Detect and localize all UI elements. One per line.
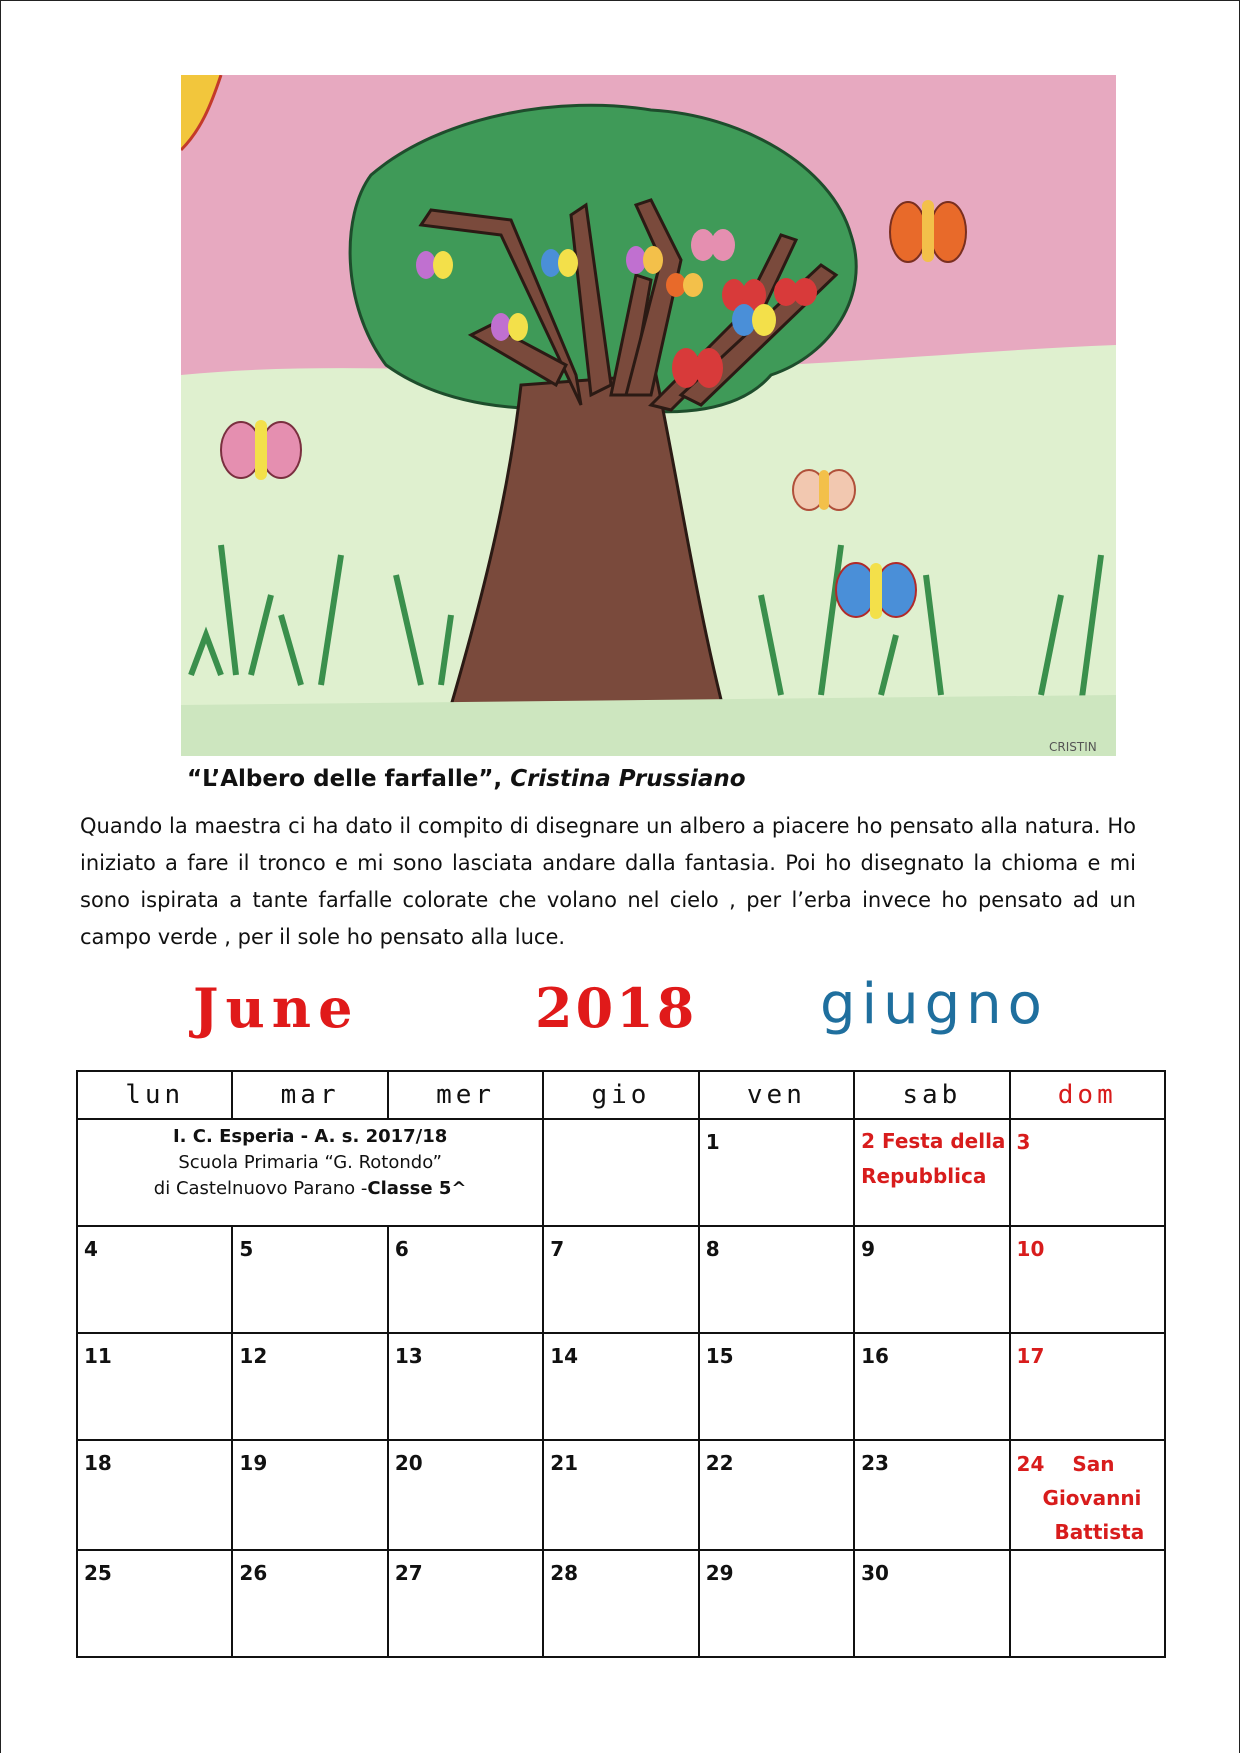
- day-number: 24: [1016, 1452, 1045, 1476]
- day-cell: [388, 1333, 543, 1440]
- day-number: 11: [84, 1344, 112, 1368]
- day-number: 18: [84, 1451, 112, 1475]
- day-cell: [232, 1333, 387, 1440]
- weekday-thu: gio: [543, 1071, 698, 1119]
- calendar-week-2: [77, 1226, 1165, 1333]
- day-cell: [699, 1550, 854, 1657]
- day-cell-sunday: [1010, 1333, 1165, 1440]
- day-cell: [699, 1226, 854, 1333]
- children-drawing-tree-with-butterflies: [181, 75, 1116, 756]
- weekday-mon: lun: [77, 1071, 232, 1119]
- day-cell: [232, 1226, 387, 1333]
- day-cell: [854, 1226, 1009, 1333]
- day-cell-empty: [1010, 1550, 1165, 1657]
- day-cell-sunday: [1010, 1226, 1165, 1333]
- weekday-header-row: [77, 1071, 1165, 1119]
- day-number: 14: [550, 1344, 579, 1368]
- calendar-week-1: [77, 1119, 1165, 1226]
- day-cell: [699, 1333, 854, 1440]
- school-institute: I. C. Esperia - A. s. 2017/18: [172, 1126, 448, 1147]
- day-number: 28: [550, 1561, 579, 1585]
- day-cell: [77, 1440, 232, 1550]
- day-cell: [543, 1440, 698, 1550]
- day-number: 23: [861, 1451, 889, 1475]
- day-number: 26: [239, 1561, 268, 1585]
- holiday-line-2: Giovanni: [1042, 1486, 1142, 1510]
- school-name: Scuola Primaria “G. Rotondo”: [178, 1152, 442, 1173]
- school-info-cell: [77, 1119, 543, 1226]
- calendar-week-3: [77, 1333, 1165, 1440]
- month-english: June: [193, 976, 360, 1040]
- day-number: 8: [705, 1237, 720, 1261]
- day-number: 3: [1016, 1130, 1031, 1154]
- day-number: 10: [1016, 1237, 1045, 1261]
- day-number: 13: [394, 1344, 423, 1368]
- month-italian: giugno: [820, 972, 1048, 1037]
- day-cell: [388, 1550, 543, 1657]
- day-number: 30: [861, 1561, 889, 1585]
- day-number: 1: [705, 1130, 720, 1154]
- day-cell: [699, 1119, 854, 1226]
- day-cell-holiday: [854, 1119, 1009, 1226]
- day-number: 21: [550, 1451, 579, 1475]
- day-number: 16: [861, 1344, 889, 1368]
- day-cell: [543, 1333, 698, 1440]
- calendar-grid: [76, 1070, 1166, 1658]
- weekday-sat: sab: [854, 1071, 1009, 1119]
- day-cell: [232, 1550, 387, 1657]
- day-cell: [77, 1333, 232, 1440]
- day-number: 25: [84, 1561, 112, 1585]
- calendar-week-5: [77, 1550, 1165, 1657]
- school-location: di Castelnuovo Parano -: [153, 1178, 368, 1199]
- day-number: 9: [861, 1237, 876, 1261]
- day-number: 4: [84, 1237, 98, 1261]
- artwork-title: “L’Albero delle farfalle”,: [187, 766, 503, 792]
- day-number: 15: [705, 1344, 734, 1368]
- day-cell: [854, 1550, 1009, 1657]
- holiday-line-1: San: [1072, 1452, 1115, 1476]
- day-number: 17: [1016, 1344, 1045, 1368]
- day-number: 27: [394, 1561, 423, 1585]
- artwork-description: Quando la maestra ci ha dato il compito di disegnare un albero a piacere ho pensato alla natura. Ho iniziato a fare il tronco e mi sono lasciata andare dalla fantasia. Poi ho disegnato la chioma e mi sono ispirata a tante farfalle colorate che volano nel cielo , per l’erba invece ho pensato ad un campo verde , per il sole ho pensato alla luce.: [80, 814, 1136, 949]
- weekday-fri: ven: [699, 1071, 854, 1119]
- school-class: Classe 5^: [367, 1178, 467, 1199]
- holiday-line-1: 2 Festa della: [861, 1129, 1006, 1153]
- day-cell: [388, 1226, 543, 1333]
- artwork-author: Cristina Prussiano: [510, 766, 746, 792]
- day-number: 22: [705, 1451, 734, 1475]
- weekday-sun: dom: [1010, 1071, 1165, 1119]
- day-cell-sunday: [1010, 1119, 1165, 1226]
- day-cell: [854, 1440, 1009, 1550]
- day-number: 5: [239, 1237, 254, 1261]
- day-cell: [232, 1440, 387, 1550]
- day-cell: [77, 1226, 232, 1333]
- year-label: 2018: [535, 976, 698, 1040]
- holiday-line-2: Repubblica: [861, 1164, 987, 1188]
- day-number: 19: [239, 1451, 268, 1475]
- day-cell: [854, 1333, 1009, 1440]
- day-number: 20: [394, 1451, 423, 1475]
- holiday-line-3: Battista: [1054, 1520, 1145, 1544]
- artist-signature: CRISTIN: [1049, 740, 1097, 754]
- day-cell: [543, 1226, 698, 1333]
- day-number: 7: [550, 1237, 565, 1261]
- day-number: 29: [705, 1561, 734, 1585]
- day-cell: [388, 1440, 543, 1550]
- day-cell: [77, 1550, 232, 1657]
- calendar-week-4: [77, 1440, 1165, 1550]
- day-cell-sunday-holiday: [1010, 1440, 1165, 1550]
- artwork-caption: [187, 766, 746, 792]
- day-number: 12: [239, 1344, 268, 1368]
- day-cell-empty: [543, 1119, 698, 1226]
- day-cell: [699, 1440, 854, 1550]
- day-cell: [543, 1550, 698, 1657]
- weekday-wed: mer: [388, 1071, 543, 1119]
- weekday-tue: mar: [232, 1071, 387, 1119]
- day-number: 6: [394, 1237, 409, 1261]
